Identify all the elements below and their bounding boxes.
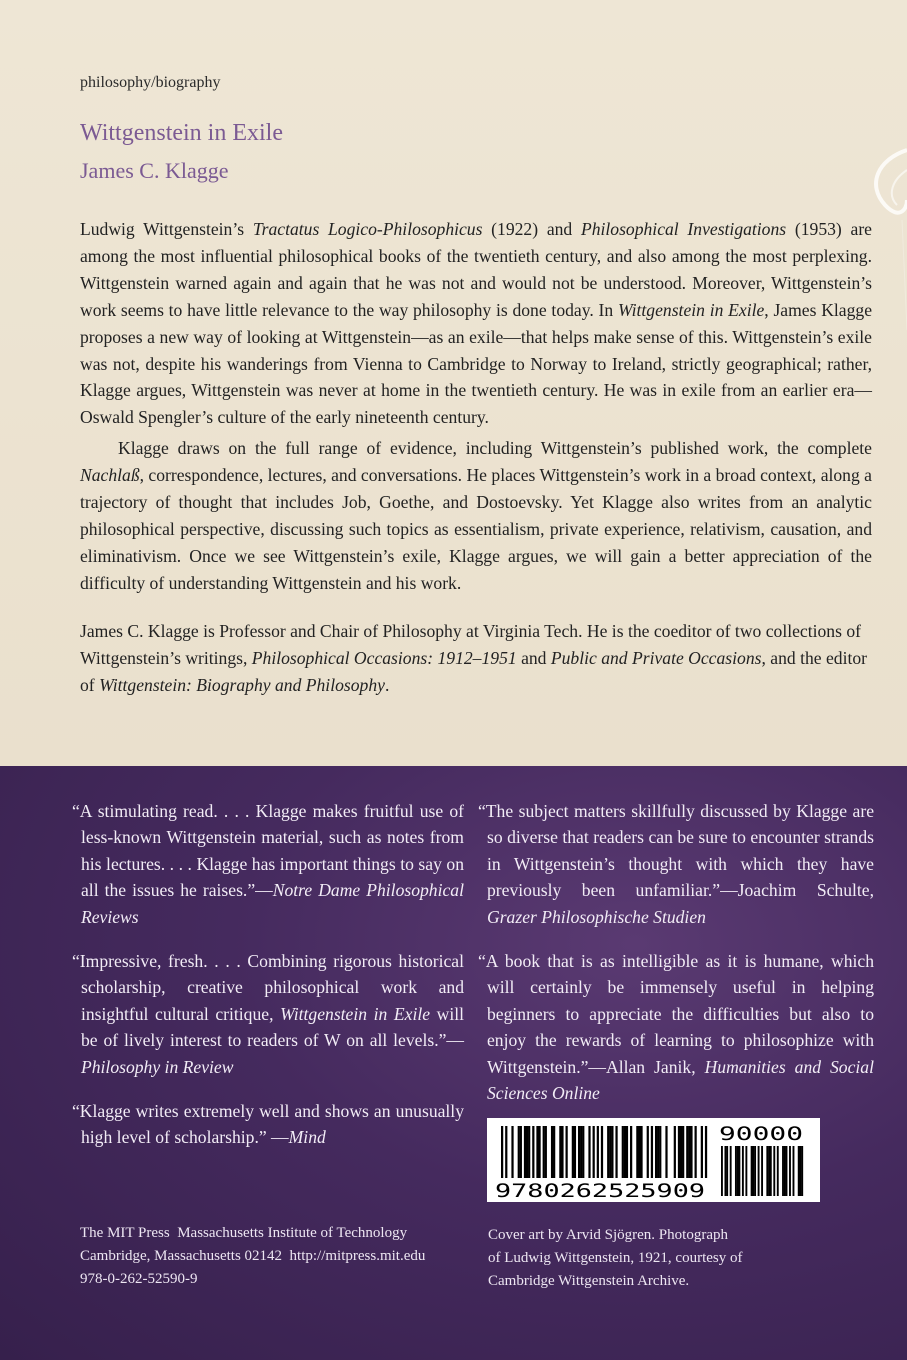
publisher-isbn: 978-0-262-52590-9	[80, 1271, 198, 1287]
barcode-bar	[690, 1126, 692, 1178]
description-paragraph-2: Klagge draws on the full range of evidence, including Wittgenstein’s published work, the complete Nachlaß, correspondence, lectures, and conversations. He places Wittgenstein’s work in a broad context, along a trajectory of thought that includes Job, Goethe, and Dostoevsky. Yet Klagge also writes from an analytic philosophical perspective, discussing such topics as essentialism, private experience, relativism, causation, and eliminativism. Once we see Wittgenstein’s exile, Klagge argues, we will gain a better appreciation of the difficulty of understanding Wittgenstein and his work.	[80, 438, 872, 593]
barcode-bar	[624, 1126, 626, 1178]
category-label: philosophy/biography	[80, 74, 221, 91]
barcode-bar	[572, 1126, 574, 1178]
book-description	[80, 216, 872, 597]
price-code: 90000	[719, 1123, 803, 1145]
barcode-bar	[678, 1126, 680, 1178]
barcode-bar	[655, 1126, 657, 1178]
cover-credit	[488, 1224, 743, 1293]
barcode-bar	[582, 1126, 584, 1178]
addon-bar	[724, 1146, 726, 1196]
barcode-bar	[526, 1126, 528, 1178]
addon-bar	[768, 1146, 770, 1196]
barcode-bar	[647, 1126, 649, 1178]
barcode-bar	[601, 1126, 603, 1178]
barcode-bar	[511, 1126, 513, 1178]
addon-bar	[793, 1146, 795, 1196]
barcode-bar	[561, 1126, 563, 1178]
barcode-bar	[701, 1126, 703, 1178]
barcode-bar	[532, 1126, 534, 1178]
addon-bar	[777, 1146, 779, 1196]
publisher-line-2: Cambridge, Massachusetts 02142 http://mitpress.mit.edu	[80, 1248, 426, 1264]
addon-bar	[751, 1146, 753, 1196]
barcode-bar	[574, 1126, 576, 1178]
addon-bar	[801, 1146, 803, 1196]
description-paragraph-1: Ludwig Wittgenstein’s Tractatus Logico-Philosophicus (1922) and Philosophical Investigations (1953) are among the most influential philosophical books of the twentieth century, and also among the most perplexing. Wittgenstein warned again and again that he was not and would not be understood. Moreover, Wittgenstein’s work seems to have little relevance to the way philosophy is done today. In Wittgenstein in Exile, James Klagge proposes a new way of looking at Wittgenstein—as an exile—that helps make sense of this. Wittgenstein’s exile was not, despite his wanderings from Vienna to Cambridge to Norway to Ireland, strictly geographical; rather, Klagge argues, Wittgenstein was never at home in the twentieth century. He was in exile from an earlier era—Oswald Spengler’s culture of the early nineteenth century.	[80, 219, 873, 428]
barcode-graphic	[487, 1118, 820, 1202]
addon-bar	[737, 1146, 739, 1196]
barcode-bar	[505, 1126, 507, 1178]
barcode-bar	[578, 1126, 580, 1178]
credit-line-1: Cover art by Arvid Sjögren. Photograph	[488, 1227, 728, 1243]
barcode-bar	[524, 1126, 526, 1178]
barcode-bar	[651, 1126, 653, 1178]
barcode-bar	[566, 1126, 568, 1178]
barcode-bar	[657, 1126, 659, 1178]
addon-bar	[726, 1146, 728, 1196]
barcode-bar	[543, 1126, 545, 1178]
addon-bar	[730, 1146, 732, 1196]
review-quote-2: “Impressive, fresh. . . . Combining rigorous historical scholarship, creative philosophical work and insightful cultural critique, Wittgenstein in Exile will be of lively interest to readers of W on all levels.”—Philosophy in Review	[72, 951, 464, 1077]
barcode-bar	[553, 1126, 555, 1178]
review-quote-3: “Klagge writes extremely well and shows an unusually high level of scholarship.” —Mind	[72, 1101, 464, 1148]
addon-bar	[752, 1146, 754, 1196]
barcode-bar	[659, 1126, 661, 1178]
barcode-bar	[638, 1126, 640, 1178]
addon-bar	[738, 1146, 740, 1196]
barcode-bar	[607, 1126, 609, 1178]
barcode-bar	[528, 1126, 530, 1178]
barcode-bar	[630, 1126, 632, 1178]
barcode-bar	[593, 1126, 595, 1178]
addon-bar	[770, 1146, 772, 1196]
barcode-bar	[501, 1126, 503, 1178]
publisher-line-1: The MIT Press Massachusetts Institute of Technology	[80, 1225, 408, 1241]
addon-bar	[758, 1146, 760, 1196]
addon-bar	[789, 1146, 791, 1196]
barcode-bar	[538, 1126, 540, 1178]
barcode-bar	[626, 1126, 628, 1178]
review-quote-4: “The subject matters skillfully discussed by Klagge are so diverse that readers can be sure to encounter strands in Wittgenstein’s thought with which they have previously been unfamiliar.”—Joachim Schulte, Grazer Philosophische Studien	[478, 801, 874, 927]
barcode-bar	[680, 1126, 682, 1178]
isbn-barcode	[487, 1118, 820, 1202]
barcode-bar	[665, 1126, 667, 1178]
isbn-digits: 9780262525909	[495, 1181, 705, 1202]
barcode-bar	[640, 1126, 642, 1178]
barcode-bar	[674, 1126, 676, 1178]
barcode-bar	[536, 1126, 538, 1178]
addon-bar	[773, 1146, 775, 1196]
addon-bar	[798, 1146, 800, 1196]
barcode-bar	[686, 1126, 688, 1178]
barcode-bar	[695, 1126, 697, 1178]
barcode-bar	[518, 1126, 520, 1178]
publisher-info	[80, 1222, 425, 1291]
barcode-bar	[551, 1126, 553, 1178]
addon-bar	[800, 1146, 802, 1196]
barcode-bar	[609, 1126, 611, 1178]
barcode-bar	[520, 1126, 522, 1178]
barcode-bar	[611, 1126, 613, 1178]
barcode-bar	[597, 1126, 599, 1178]
barcode-bar	[682, 1126, 684, 1178]
barcode-bar	[559, 1126, 561, 1178]
addon-bar	[761, 1146, 763, 1196]
credit-line-2: of Ludwig Wittgenstein, 1921, courtesy of	[488, 1250, 743, 1266]
addon-bar	[766, 1146, 768, 1196]
book-author: James C. Klagge	[80, 158, 229, 183]
addon-bar	[784, 1146, 786, 1196]
addon-bar	[721, 1146, 723, 1196]
barcode-bar	[636, 1126, 638, 1178]
barcode-bar	[545, 1126, 547, 1178]
review-quote-1: “A stimulating read. . . . Klagge makes fruitful use of less-known Wittgenstein material, such as notes from his lectures. . . . Klagge has important things to say on all the issues he raises.”—Notre Dame Philosophical Reviews	[72, 801, 464, 927]
addon-bar	[782, 1146, 784, 1196]
barcode-bar	[622, 1126, 624, 1178]
barcode-bar	[588, 1126, 590, 1178]
barcode-bar	[688, 1126, 690, 1178]
author-bio: James C. Klagge is Professor and Chair of Philosophy at Virginia Tech. He is the coeditor of two collections of Wittgenstein’s writings, Philosophical Occasions: 1912–1951 and Public and Private Occasions, and the editor of Wittgenstein: Biography and Philosophy.	[80, 621, 867, 695]
addon-bar	[754, 1146, 756, 1196]
credit-line-3: Cambridge Wittgenstein Archive.	[488, 1273, 690, 1289]
review-quote-5: “A book that is as intelligible as it is humane, which will certainly be immensely useful in helping beginners to appreciate the difficulties but also to enjoy the rewards of learning to philosophize with Wittgenstein.”—Allan Janik, Humanities and Social Sciences Online	[478, 951, 874, 1104]
book-title: Wittgenstein in Exile	[80, 120, 283, 146]
barcode-bar	[580, 1126, 582, 1178]
barcode-bar	[705, 1126, 707, 1178]
barcode-bar	[615, 1126, 617, 1178]
addon-bar	[786, 1146, 788, 1196]
addon-bar	[745, 1146, 747, 1196]
addon-bar	[742, 1146, 744, 1196]
addon-bar	[735, 1146, 737, 1196]
